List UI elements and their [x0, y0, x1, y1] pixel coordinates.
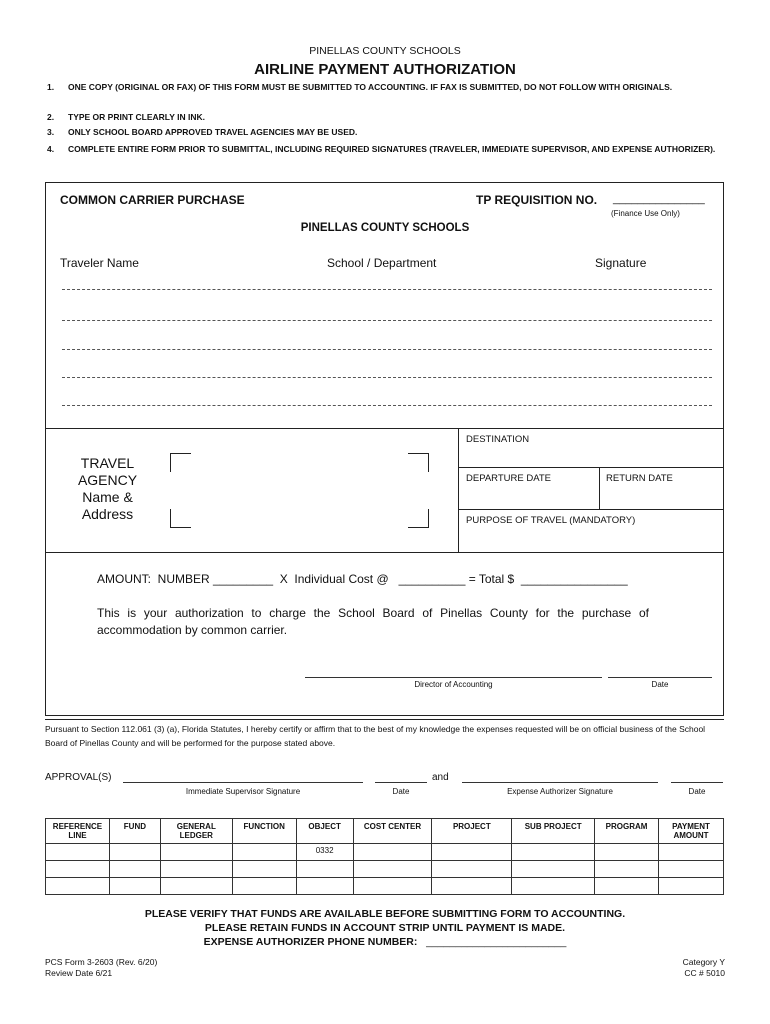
traveler-line-3[interactable]	[62, 349, 712, 350]
supervisor-signature-line[interactable]	[123, 782, 363, 783]
review-date: Review Date 6/21	[45, 968, 113, 978]
category: Category Y	[682, 957, 725, 967]
table-cell[interactable]	[232, 844, 296, 861]
col-cost-center: COST CENTER	[353, 819, 432, 844]
director-label: Director of Accounting	[414, 680, 493, 689]
notice-verify-funds: PLEASE VERIFY THAT FUNDS ARE AVAILABLE BEFORE SUBMITTING FORM TO ACCOUNTING.	[144, 908, 626, 920]
table-cell[interactable]	[109, 844, 160, 861]
table-cell[interactable]	[659, 844, 724, 861]
supervisor-label: Immediate Supervisor Signature	[185, 787, 301, 796]
divider	[45, 719, 724, 720]
destination-panel	[458, 428, 724, 553]
table-cell[interactable]	[160, 861, 232, 878]
form-info	[45, 957, 157, 979]
col-general-ledger: GENERAL LEDGER	[160, 819, 232, 844]
divider	[599, 467, 600, 509]
table-cell[interactable]	[659, 878, 724, 895]
table-cell[interactable]	[232, 861, 296, 878]
traveler-line-4[interactable]	[62, 377, 712, 378]
travel-agency-label: TRAVEL AGENCY Name & Address	[77, 455, 138, 522]
phone-number-row: EXPENSE AUTHORIZER PHONE NUMBER: ________________________	[203, 936, 567, 948]
authorizer-date-label: Date	[688, 787, 706, 796]
carrier-label: COMMON CARRIER PURCHASE	[60, 193, 245, 207]
divider	[458, 467, 724, 468]
table-cell[interactable]	[432, 844, 512, 861]
table-row	[46, 861, 724, 878]
instruction-number: 3.	[47, 127, 55, 137]
instruction-number: 2.	[47, 112, 55, 122]
instruction-1	[47, 80, 737, 95]
col-reference-line: REFERENCE LINE	[46, 819, 110, 844]
table-cell[interactable]	[46, 844, 110, 861]
supervisor-date-label: Date	[392, 787, 410, 796]
instruction-text: COMPLETE ENTIRE FORM PRIOR TO SUBMITTAL, INCLUDING REQUIRED SIGNATURES (TRAVELER, IMMEDIATE SUPERVISOR, AND EXPENSE AUTHORIZER).	[68, 144, 716, 154]
authorization-text: This is your authorization to charge the School Board of Pinellas County for the purchase of accommodation by common carrier.	[97, 606, 649, 637]
table-header-row	[46, 819, 724, 844]
col-object: OBJECT	[296, 819, 353, 844]
finance-note: (Finance Use Only)	[611, 209, 680, 218]
supervisor-date-line[interactable]	[375, 782, 427, 783]
traveler-line-5[interactable]	[62, 405, 712, 406]
form-number: PCS Form 3-2603 (Rev. 6/20)	[45, 957, 158, 967]
instruction-text: ONLY SCHOOL BOARD APPROVED TRAVEL AGENCIES MAY BE USED.	[68, 127, 358, 137]
approval-and: and	[432, 772, 449, 783]
destination-field[interactable]: DESTINATION	[466, 434, 530, 445]
table-cell[interactable]	[512, 844, 595, 861]
col-fund: FUND	[109, 819, 160, 844]
object-cell: 0332	[296, 844, 353, 861]
phone-number-field[interactable]: ________________________	[426, 936, 567, 948]
amount-line[interactable]: AMOUNT: NUMBER _________ X Individual Cost @ __________ = Total $ ________________	[97, 572, 628, 586]
instruction-2	[47, 110, 737, 125]
table-cell[interactable]	[160, 878, 232, 895]
table-cell[interactable]	[160, 844, 232, 861]
traveler-line-1[interactable]	[62, 289, 712, 290]
instruction-number: 1.	[47, 82, 55, 92]
instruction-3	[47, 125, 737, 140]
table-cell[interactable]	[595, 844, 659, 861]
table-cell[interactable]	[46, 861, 110, 878]
approval-label: APPROVAL(S)	[45, 772, 112, 783]
certification-text: Pursuant to Section 112.061 (3) (a), Florida Statutes, I hereby certify or affirm that to the best of my knowledge the expenses requested will be on official business of the School Board of Pinellas County and will be performed for the purpose stated above.	[45, 724, 706, 748]
director-date-line[interactable]	[608, 677, 712, 678]
tp-requisition-field[interactable]: _______________	[613, 193, 705, 205]
table-cell[interactable]	[353, 861, 432, 878]
cc-number: CC # 5010	[684, 968, 725, 978]
table-cell[interactable]	[353, 878, 432, 895]
table-cell[interactable]	[109, 861, 160, 878]
col-signature: Signature	[595, 256, 647, 270]
col-project: PROJECT	[432, 819, 512, 844]
org-header: PINELLAS COUNTY SCHOOLS	[309, 45, 461, 57]
tp-requisition-label: TP REQUISITION NO.	[476, 193, 598, 207]
director-date-label: Date	[651, 680, 669, 689]
table-cell[interactable]	[595, 878, 659, 895]
authorizer-date-line[interactable]	[671, 782, 723, 783]
table-row	[46, 844, 724, 861]
form-title: AIRLINE PAYMENT AUTHORIZATION	[254, 61, 516, 78]
col-program: PROGRAM	[595, 819, 659, 844]
table-cell[interactable]	[659, 861, 724, 878]
col-payment-amount: PAYMENT AMOUNT	[659, 819, 724, 844]
instruction-text: TYPE OR PRINT CLEARLY IN INK.	[68, 112, 205, 122]
table-cell[interactable]	[512, 878, 595, 895]
col-school-department: School / Department	[327, 256, 437, 270]
authorizer-label: Expense Authorizer Signature	[507, 787, 613, 796]
table-cell[interactable]	[109, 878, 160, 895]
traveler-line-2[interactable]	[62, 320, 712, 321]
table-cell[interactable]	[296, 861, 353, 878]
instruction-4	[47, 142, 737, 157]
table-cell[interactable]	[432, 861, 512, 878]
return-date-field[interactable]: RETURN DATE	[606, 473, 673, 484]
table-cell[interactable]	[595, 861, 659, 878]
instruction-number: 4.	[47, 144, 55, 154]
table-cell[interactable]	[46, 878, 110, 895]
authorizer-signature-line[interactable]	[462, 782, 658, 783]
departure-date-field[interactable]: DEPARTURE DATE	[466, 473, 551, 484]
col-function: FUNCTION	[232, 819, 296, 844]
director-signature-line[interactable]	[305, 677, 602, 678]
table-row	[46, 878, 724, 895]
divider	[458, 509, 724, 510]
category-info	[683, 957, 725, 979]
table-cell[interactable]	[432, 878, 512, 895]
purpose-field[interactable]: PURPOSE OF TRAVEL (MANDATORY)	[466, 515, 636, 526]
col-sub-project: SUB PROJECT	[512, 819, 595, 844]
carrier-org: PINELLAS COUNTY SCHOOLS	[300, 222, 470, 234]
col-traveler-name: Traveler Name	[60, 256, 139, 270]
table-cell[interactable]	[353, 844, 432, 861]
table-cell[interactable]	[232, 878, 296, 895]
notice-retain-funds: PLEASE RETAIN FUNDS IN ACCOUNT STRIP UNTIL PAYMENT IS MADE.	[204, 922, 566, 934]
footer-notice	[0, 907, 770, 949]
agency-address-field[interactable]	[180, 460, 416, 525]
account-table	[45, 818, 724, 895]
table-cell[interactable]	[296, 878, 353, 895]
table-cell[interactable]	[512, 861, 595, 878]
instruction-text: ONE COPY (ORIGINAL OR FAX) OF THIS FORM MUST BE SUBMITTED TO ACCOUNTING. IF FAX IS SUBMITTED, DO NOT FOLLOW WITH ORIGINALS.	[68, 82, 673, 92]
